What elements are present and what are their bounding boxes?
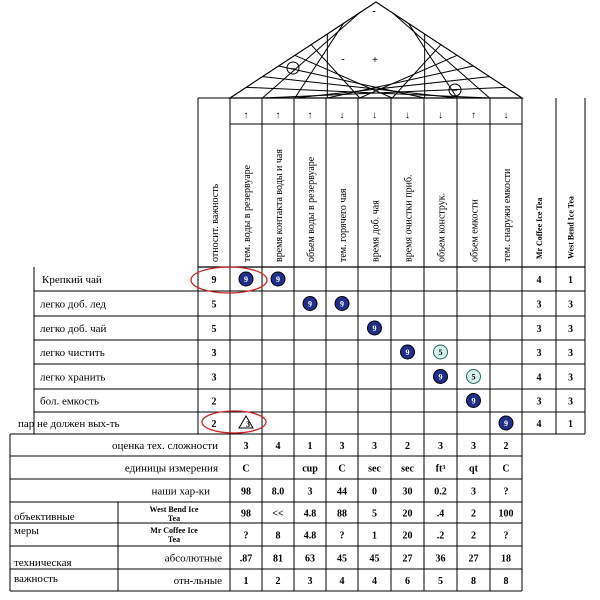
- engineering-characteristic-label: время доб. чая: [370, 200, 382, 262]
- bottom-value: 5: [372, 508, 377, 520]
- bottom-value: 27: [402, 553, 413, 565]
- bottom-value: 45: [369, 553, 380, 565]
- direction-arrow: ↓: [503, 110, 509, 121]
- relationship-value: 3: [246, 420, 250, 429]
- bottom-value: 3: [471, 486, 476, 498]
- relationship-value: 9: [372, 324, 377, 333]
- bottom-value: 30: [402, 486, 413, 498]
- bottom-value: 5: [438, 576, 443, 587]
- bottom-value: 4.8: [303, 508, 317, 520]
- bottom-value: 2: [471, 530, 476, 542]
- competitor-rating: 1: [568, 419, 573, 430]
- relationship-value: 9: [340, 299, 344, 309]
- bottom-value: ?: [339, 530, 345, 542]
- bottom-value: qt: [469, 463, 478, 475]
- competitor-rating: 3: [568, 396, 573, 408]
- bottom-value: 88: [337, 508, 347, 520]
- roof-sign-negative: -: [341, 54, 345, 65]
- bottom-value: 3: [307, 486, 313, 498]
- importance-value: 9: [211, 275, 217, 286]
- competitor-rating: 3: [568, 348, 573, 359]
- customer-requirement-label: легко хранить: [40, 371, 106, 384]
- competitor-rating: 4: [536, 419, 542, 430]
- bottom-value: <<: [272, 508, 284, 520]
- relationship-value: 9: [438, 372, 443, 382]
- relationship-value: 9: [405, 348, 410, 357]
- relationship-value: 9: [504, 419, 508, 428]
- competitor-rating: 3: [568, 299, 573, 311]
- mr-coffee-label: Mr Coffee Ice: [150, 526, 198, 535]
- bottom-value: 1: [307, 441, 313, 452]
- bottom-value: cup: [302, 463, 318, 475]
- bottom-value: sec: [401, 463, 414, 475]
- roof-lattice-line: [279, 66, 425, 98]
- competitor-rating: 3: [536, 396, 542, 408]
- roof-sign-strong-negative: −: [290, 64, 296, 75]
- our-specs-label: наши хар-ки: [151, 485, 210, 498]
- bottom-value: 3: [243, 441, 249, 452]
- west-bend-label: Tea: [167, 514, 181, 523]
- roof-sign-positive: +: [372, 55, 378, 66]
- bottom-value: 81: [273, 553, 283, 565]
- bottom-value: 44: [337, 486, 347, 498]
- bottom-value: .2: [436, 530, 445, 542]
- technical-importance-label: важность: [14, 573, 58, 585]
- bottom-value: ft³: [435, 463, 446, 475]
- engineering-characteristic-label: объем емкости: [469, 199, 481, 262]
- customer-requirement-label: легко чистить: [40, 347, 105, 359]
- bottom-value: 4: [372, 576, 377, 587]
- competitor-rating: 3: [536, 324, 542, 335]
- bottom-value: 3: [307, 576, 313, 587]
- roof-sign-strong-negative: −: [452, 86, 458, 97]
- bottom-value: 3: [438, 441, 443, 452]
- customer-requirement-label: бол. емкость: [40, 395, 100, 408]
- bottom-value: sec: [368, 463, 381, 475]
- engineering-characteristic-label: тем. воды в резервуаре: [242, 164, 253, 262]
- customer-requirement-label: легко доб. чай: [40, 323, 107, 335]
- bottom-value: ?: [243, 530, 249, 542]
- bottom-value: 27: [468, 553, 479, 565]
- engineering-characteristic-label: объем конструк.: [436, 192, 448, 262]
- bottom-value: 8: [471, 576, 476, 587]
- correlation-roof: [230, 2, 522, 98]
- direction-arrow: ↑: [243, 110, 249, 121]
- competitor-rating: 3: [536, 299, 542, 311]
- bottom-value: 3: [372, 441, 377, 452]
- competitor-rating: 3: [568, 324, 573, 335]
- competitor-rating: 3: [568, 372, 573, 384]
- bottom-value: 36: [435, 553, 446, 565]
- direction-arrow: ↑: [471, 110, 476, 121]
- engineering-characteristic-label: объем воды в резервуаре: [306, 156, 317, 262]
- bottom-value: 2: [405, 441, 410, 452]
- customer-requirement-label: легко доб. лед: [40, 298, 106, 311]
- bottom-value: 8.0: [271, 486, 285, 498]
- bottom-value: .4: [436, 508, 445, 520]
- bottom-value: 3: [471, 441, 476, 452]
- engineering-characteristic-label: тем. снаружи емкости: [502, 168, 513, 262]
- bottom-value: 63: [305, 553, 315, 565]
- objective-measures-label: объективные: [14, 511, 75, 523]
- bottom-value: 45: [337, 553, 347, 565]
- objective-measures-label: меры: [14, 525, 39, 537]
- units-label: единицы измерения: [124, 462, 218, 475]
- relationship-value: 5: [438, 348, 443, 357]
- relationship-value: 9: [276, 275, 280, 284]
- importance-value: 3: [211, 372, 217, 384]
- difficulty-label: оценка тех. сложности: [112, 440, 218, 452]
- bottom-value: ?: [503, 486, 509, 498]
- relationship-marks: [191, 267, 513, 433]
- bottom-value: 20: [402, 508, 413, 520]
- roof-lattice-line: [295, 23, 344, 98]
- roof-sign-negative: -: [372, 6, 376, 17]
- competitor-rating: 3: [536, 348, 542, 359]
- customer-requirement-label: пар не должен вых-ть: [18, 418, 120, 430]
- bottom-value: 4: [339, 576, 345, 587]
- direction-arrow: ↓: [339, 110, 345, 121]
- competitor-rating: 4: [536, 275, 542, 286]
- bottom-value: 98: [241, 486, 251, 498]
- competitor-header-label: West Bend Ice Tea: [566, 196, 576, 259]
- bottom-value: 0.2: [434, 486, 447, 498]
- bottom-value: 1: [372, 530, 377, 542]
- relative-label: отн-льные: [173, 575, 222, 587]
- roof-lattice-line: [262, 13, 359, 98]
- bottom-value: ?: [503, 530, 509, 542]
- engineering-characteristic-label: время контакта воды и чая: [274, 149, 285, 262]
- bottom-value: 2: [503, 441, 509, 452]
- bottom-value: 6: [405, 576, 410, 587]
- competitor-rating: 4: [536, 372, 542, 384]
- importance-header-label: относит. важность: [210, 183, 221, 262]
- roof-lattice-line: [392, 13, 489, 98]
- bottom-value: C: [242, 463, 250, 475]
- bottom-value: 18: [501, 553, 511, 565]
- relationship-value: 5: [471, 372, 476, 382]
- competitor-rating: 1: [568, 275, 573, 286]
- west-bend-label: West Bend Ice: [149, 505, 199, 514]
- bottom-value: 1: [243, 576, 249, 587]
- technical-importance-label: техническая: [14, 557, 72, 569]
- direction-arrow: ↓: [438, 110, 443, 121]
- bottom-value: 4.8: [303, 530, 317, 542]
- bottom-value: 98: [241, 508, 251, 520]
- relationship-value: 9: [471, 396, 476, 406]
- competitor-header-label: Mr Coffee Ice Tea: [535, 197, 544, 259]
- importance-value: 2: [211, 419, 217, 430]
- relationship-value: 9: [244, 275, 248, 284]
- highlight-ellipse: [191, 267, 267, 293]
- engineering-characteristic-label: время очистки приб.: [403, 174, 415, 262]
- engineering-characteristic-label: тем. горячего чая: [338, 188, 349, 262]
- importance-value: 2: [211, 396, 217, 408]
- mr-coffee-label: Tea: [167, 535, 181, 544]
- roof-outline: [230, 2, 522, 98]
- bottom-value: .87: [239, 553, 253, 565]
- bottom-value: 8: [503, 576, 509, 587]
- importance-value: 5: [211, 299, 217, 311]
- customer-requirement-label: Крепкий чай: [42, 274, 102, 286]
- bottom-value: C: [502, 463, 510, 475]
- bottom-value: 4: [275, 441, 281, 452]
- direction-arrow: ↓: [405, 110, 410, 121]
- bottom-value: 20: [402, 530, 413, 542]
- absolute-label: абсолютные: [164, 552, 222, 565]
- direction-arrow: ↓: [372, 110, 377, 121]
- direction-arrow: ↑: [275, 110, 281, 121]
- importance-value: 3: [211, 348, 217, 359]
- bottom-value: 2: [471, 508, 476, 520]
- bottom-value: 3: [339, 441, 345, 452]
- bottom-value: 2: [275, 576, 281, 587]
- direction-arrow: ↑: [307, 110, 313, 121]
- matrix-text: [14, 110, 576, 587]
- bottom-value: C: [338, 463, 346, 475]
- bottom-value: 0: [372, 486, 377, 498]
- importance-value: 5: [211, 324, 217, 335]
- relationship-value: 9: [308, 299, 312, 309]
- bottom-value: 100: [498, 508, 514, 520]
- bottom-value: 8: [275, 530, 281, 542]
